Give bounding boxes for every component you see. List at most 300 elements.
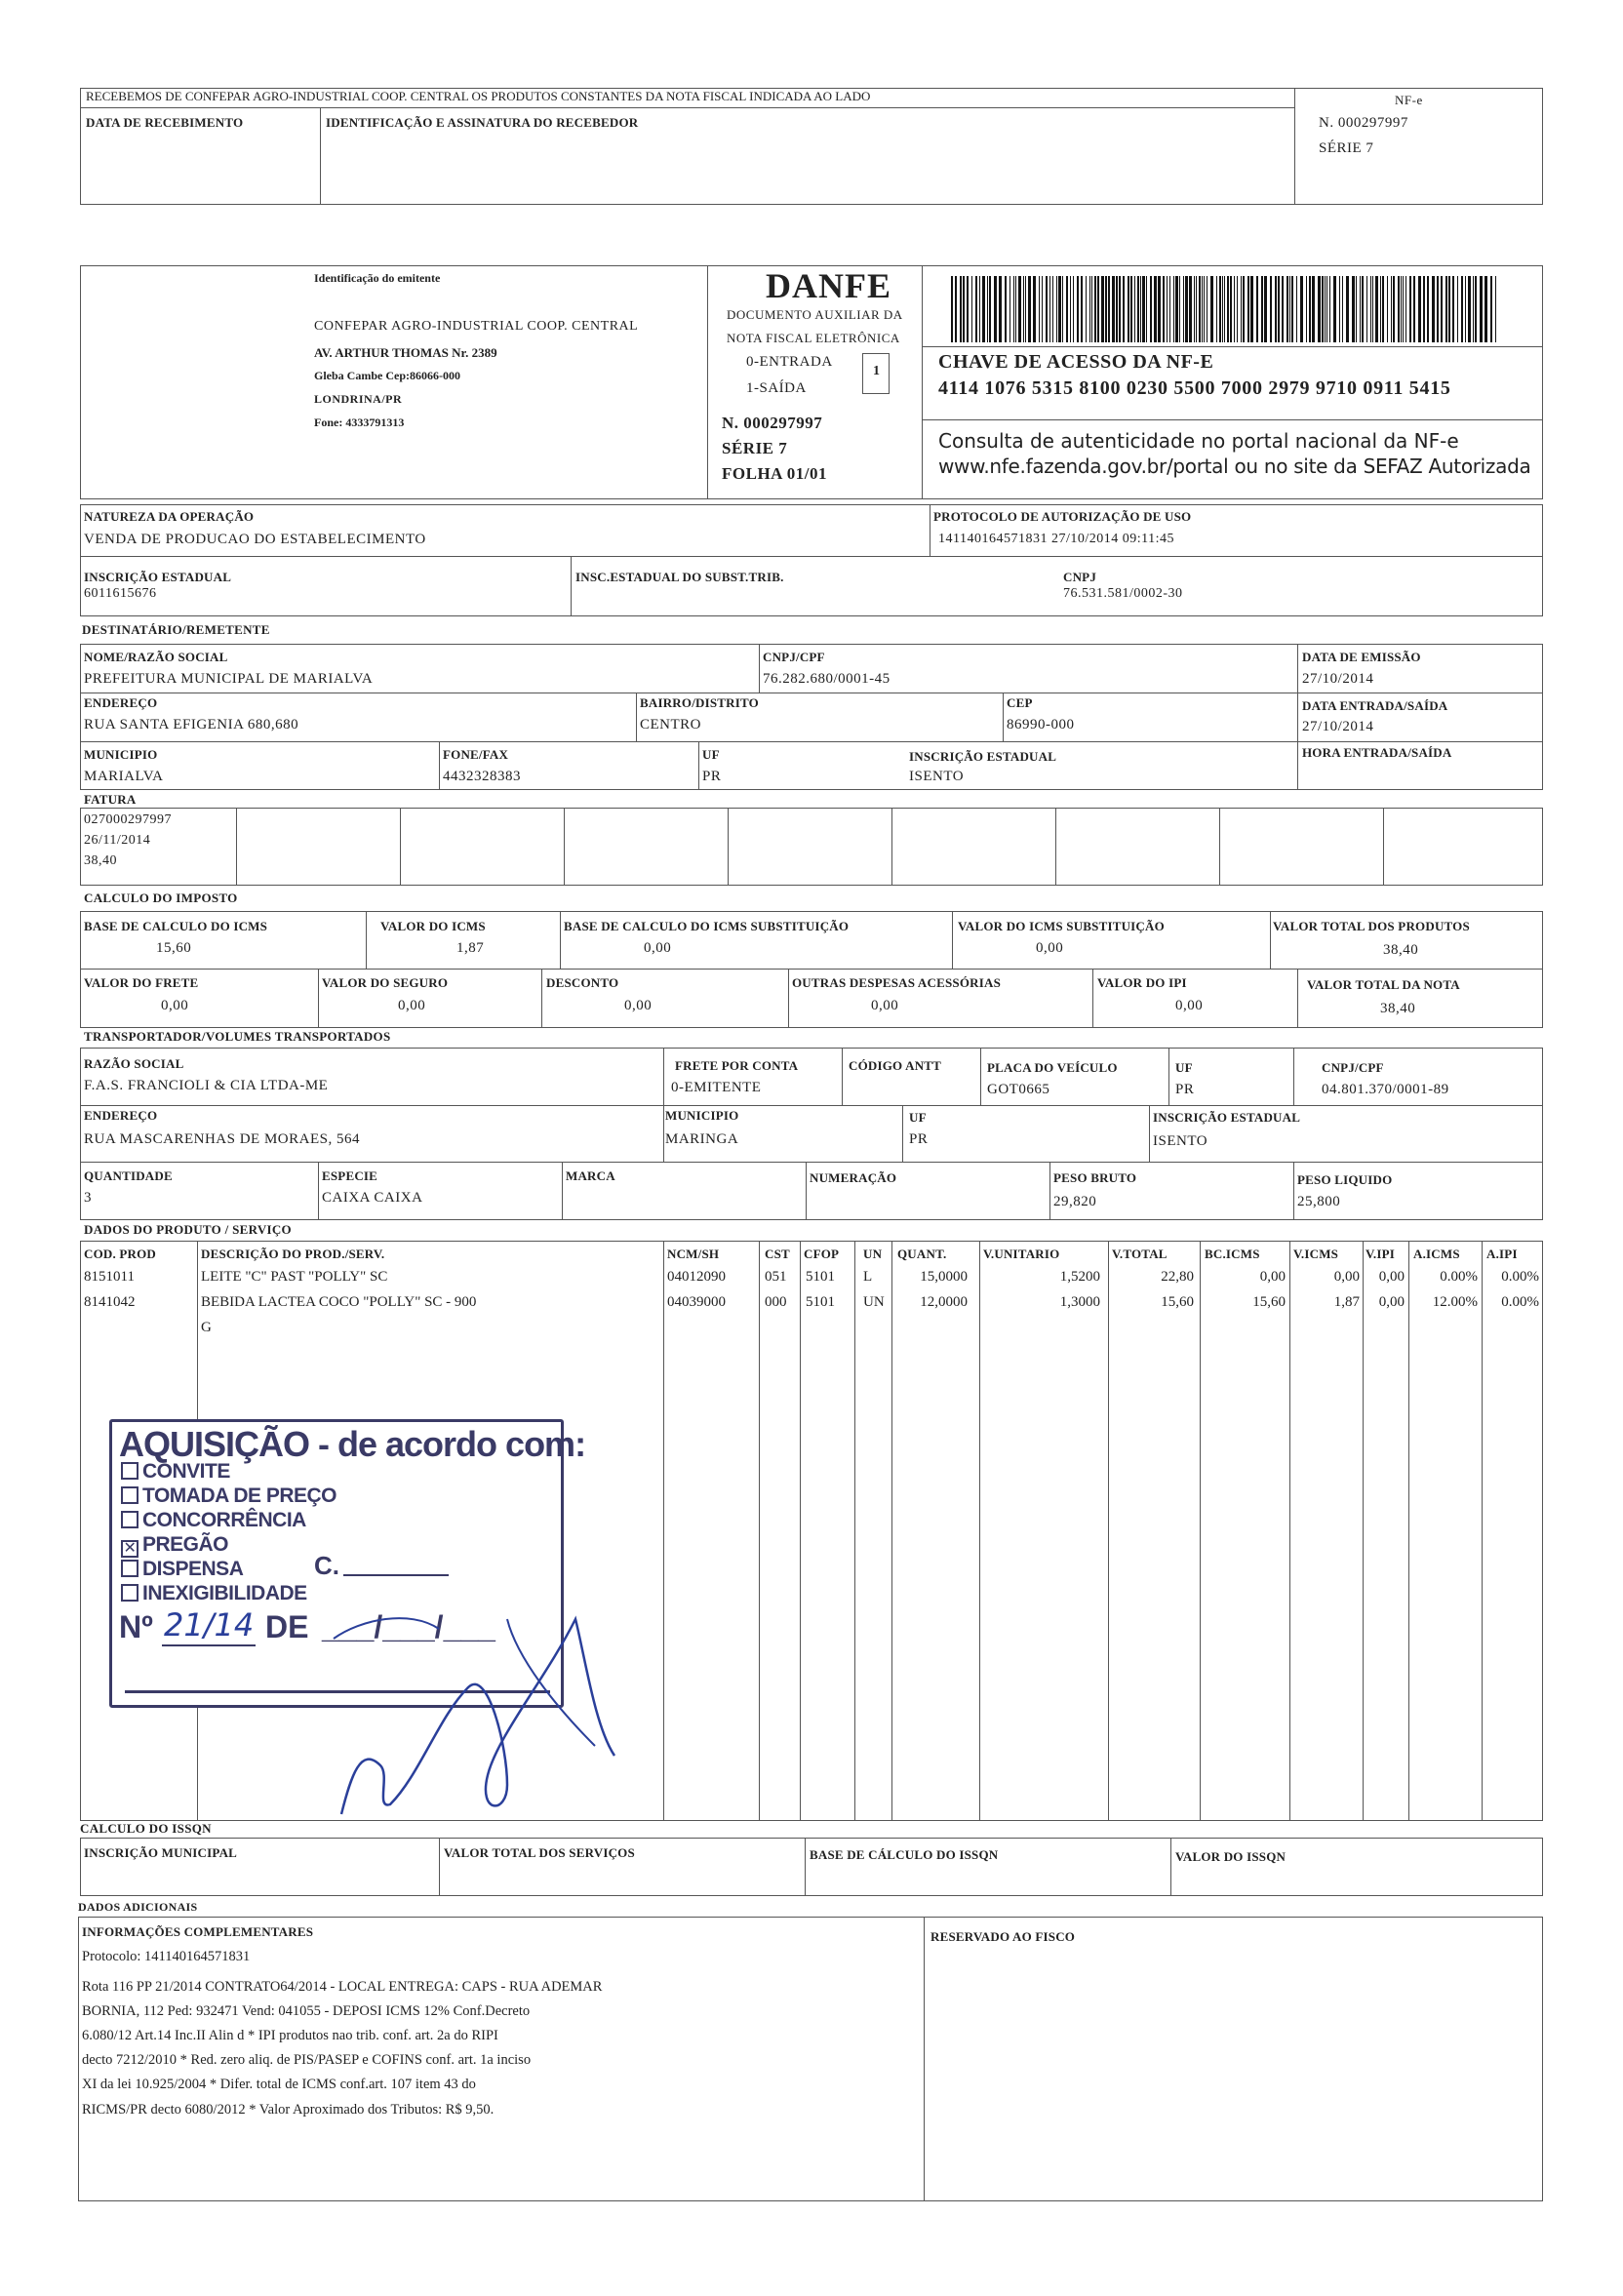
transp-razao: F.A.S. FRANCIOLI & CIA LTDA-ME <box>84 1078 329 1093</box>
barcode-bar <box>1091 276 1092 342</box>
barcode-bar <box>1137 276 1139 342</box>
fatura-vencimento: 26/11/2014 <box>84 833 151 848</box>
protocolo-value: 141140164571831 27/10/2014 09:11:45 <box>938 532 1175 546</box>
transp-uf: PR <box>1175 1082 1195 1097</box>
adicionais-section: DADOS ADICIONAIS <box>78 1900 198 1914</box>
prod-h-desc: DESCRIÇÃO DO PROD./SERV. <box>201 1247 385 1261</box>
barcode-bar <box>1210 276 1213 342</box>
barcode-bar <box>1366 276 1367 342</box>
total-produtos: 38,40 <box>1383 942 1419 958</box>
fatura-valor: 38,40 <box>84 853 117 868</box>
produtos-section: DADOS DO PRODUTO / SERVIÇO <box>84 1222 292 1237</box>
reservado-fisco-label: RESERVADO AO FISCO <box>930 1929 1076 1944</box>
prod-vipi: 0,00 <box>1378 1269 1405 1285</box>
barcode-bar <box>1077 276 1079 342</box>
barcode-bar <box>1058 276 1061 342</box>
prod-aicms: 12.00% <box>1432 1294 1478 1310</box>
chave-label: CHAVE DE ACESSO DA NF-E <box>938 351 1214 373</box>
barcode-bar <box>1405 276 1406 342</box>
total-produtos-label: VALOR TOTAL DOS PRODUTOS <box>1273 919 1470 933</box>
ipi: 0,00 <box>1175 998 1204 1013</box>
barcode-bar <box>1150 276 1152 342</box>
barcode-bar <box>1101 276 1104 342</box>
barcode-bar <box>1049 276 1050 342</box>
transp-uf2: PR <box>909 1131 929 1147</box>
transp-peso-bruto-label: PESO BRUTO <box>1053 1170 1137 1185</box>
prod-ncm: 04039000 <box>667 1294 726 1310</box>
dest-uf: PR <box>702 769 722 784</box>
transp-frete: 0-EMITENTE <box>671 1080 762 1095</box>
barcode-bar <box>1086 276 1087 342</box>
barcode-bar <box>1056 276 1057 342</box>
prod-vtotal: 15,60 <box>1161 1294 1194 1310</box>
barcode-bar <box>1227 276 1229 342</box>
transp-qtd-label: QUANTIDADE <box>84 1168 173 1183</box>
natureza-label: NATUREZA DA OPERAÇÃO <box>84 509 255 524</box>
prod-vicms: 0,00 <box>1333 1269 1360 1285</box>
barcode-bar <box>1018 276 1021 342</box>
checkbox-icon <box>121 1584 139 1602</box>
consulta-line2: www.nfe.fazenda.gov.br/portal ou no site da SEFAZ Autorizada <box>938 455 1531 478</box>
barcode-bar <box>1094 276 1096 342</box>
barcode-bar <box>1278 276 1280 342</box>
danfe-numero: N. 000297997 <box>722 414 823 432</box>
prod-h-cod: COD. PROD <box>84 1247 157 1261</box>
barcode-bar <box>1183 276 1184 342</box>
barcode-bar <box>1112 276 1115 342</box>
transp-endereco-label: ENDEREÇO <box>84 1108 158 1123</box>
barcode-bar <box>1291 276 1293 342</box>
barcode-bar <box>1224 276 1225 342</box>
barcode-bar <box>1329 276 1330 342</box>
seguro-label: VALOR DO SEGURO <box>322 975 449 990</box>
checkbox-icon <box>121 1486 139 1504</box>
dest-nome-label: NOME/RAZÃO SOCIAL <box>84 650 228 664</box>
barcode-bar <box>1370 276 1371 342</box>
barcode-bar <box>1070 276 1071 342</box>
barcode-bar <box>1073 276 1074 342</box>
barcode-bar <box>1264 276 1267 342</box>
danfe-subtitle2: NOTA FISCAL ELETRÔNICA <box>727 331 900 345</box>
data-recebimento-label: DATA DE RECEBIMENTO <box>86 115 244 130</box>
barcode-bar <box>1216 276 1217 342</box>
transp-uf-label: UF <box>1175 1060 1193 1075</box>
signature <box>322 1600 673 1834</box>
barcode-bar <box>1046 276 1048 342</box>
barcode-bar <box>1473 276 1474 342</box>
prod-cod: 8151011 <box>84 1269 135 1285</box>
canhoto-nfe-numero: N. 000297997 <box>1319 115 1408 131</box>
prod-cod: 8141042 <box>84 1294 136 1310</box>
barcode-bar <box>971 276 972 342</box>
dest-municipio: MARIALVA <box>84 769 164 784</box>
stamp-option: CONVITE <box>121 1460 230 1484</box>
barcode-bar <box>1158 276 1161 342</box>
barcode-bar <box>1461 276 1463 342</box>
barcode-bar <box>1413 276 1415 342</box>
prod-cst: 000 <box>765 1294 787 1310</box>
barcode-bar <box>1105 276 1107 342</box>
dest-endereco-label: ENDEREÇO <box>84 695 158 710</box>
valor-icms-label: VALOR DO ICMS <box>380 919 486 933</box>
barcode-bar <box>1097 276 1099 342</box>
ie-label: INSCRIÇÃO ESTADUAL <box>84 570 232 584</box>
barcode-bar <box>1025 276 1026 342</box>
barcode-bar <box>1296 276 1297 342</box>
prod-aipi: 0.00% <box>1501 1269 1539 1285</box>
transportador-section: TRANSPORTADOR/VOLUMES TRANSPORTADOS <box>84 1029 391 1044</box>
outras: 0,00 <box>871 998 899 1013</box>
transp-placa: GOT0665 <box>987 1082 1050 1097</box>
barcode-bar <box>1468 276 1471 342</box>
prod-h-vipi: V.IPI <box>1366 1247 1396 1261</box>
barcode-bar <box>1360 276 1361 342</box>
barcode-bar <box>1398 276 1400 342</box>
destinatario-section: DESTINATÁRIO/REMETENTE <box>82 622 270 637</box>
barcode-bar <box>1005 276 1007 342</box>
base-icms-label: BASE DE CALCULO DO ICMS <box>84 919 268 933</box>
barcode-bar <box>1202 276 1203 342</box>
barcode-bar <box>999 276 1002 342</box>
barcode-bar <box>1289 276 1290 342</box>
canhoto-text: RECEBEMOS DE CONFEPAR AGRO-INDUSTRIAL COOP. CENTRAL OS PRODUTOS CONSTANTES DA NOTA FISCAL INDICADA AO LADO <box>86 89 871 103</box>
barcode-bar <box>960 276 962 342</box>
barcode-bar <box>1475 276 1477 342</box>
transp-numeracao-label: NUMERAÇÃO <box>810 1170 897 1185</box>
barcode-bar <box>1241 276 1242 342</box>
prod-bcicms: 0,00 <box>1259 1269 1286 1285</box>
issqn-valor-label: VALOR DO ISSQN <box>1175 1849 1287 1864</box>
prod-cst: 051 <box>765 1269 787 1285</box>
base-st-label: BASE DE CALCULO DO ICMS SUBSTITUIÇÃO <box>564 919 850 933</box>
fatura-numero: 027000297997 <box>84 812 172 827</box>
checkbox-icon <box>121 1560 139 1577</box>
outras-label: OUTRAS DESPESAS ACESSÓRIAS <box>792 975 1001 990</box>
barcode-bar <box>1418 276 1421 342</box>
dest-cnpj-label: CNPJ/CPF <box>763 650 825 664</box>
barcode-bar <box>1409 276 1411 342</box>
barcode-bar <box>1033 276 1036 342</box>
barcode-bar <box>1128 276 1129 342</box>
barcode-bar <box>1199 276 1201 342</box>
prod-h-quant: QUANT. <box>897 1247 947 1261</box>
barcode-bar <box>975 276 977 342</box>
imposto-section: CALCULO DO IMPOSTO <box>84 891 238 905</box>
barcode-bar <box>967 276 969 342</box>
barcode-bar <box>1432 276 1435 342</box>
barcode-bar <box>1015 276 1016 342</box>
transp-qtd: 3 <box>84 1190 92 1206</box>
transp-cnpj-label: CNPJ/CPF <box>1322 1060 1384 1075</box>
danfe-title: DANFE <box>766 266 891 305</box>
dest-nome: PREFEITURA MUNICIPAL DE MARIALVA <box>84 671 374 687</box>
barcode-bar <box>1391 276 1392 342</box>
prod-vunit: 1,5200 <box>1059 1269 1100 1285</box>
barcode-bar <box>1387 276 1388 342</box>
barcode-bar <box>1445 276 1447 342</box>
issqn-servicos-label: VALOR TOTAL DOS SERVIÇOS <box>444 1845 635 1860</box>
barcode-bar <box>1403 276 1404 342</box>
dest-municipio-label: MUNICIPIO <box>84 747 158 762</box>
prod-h-vunit: V.UNITARIO <box>983 1247 1060 1261</box>
desconto-label: DESCONTO <box>546 975 619 990</box>
info-line: Protocolo: 141140164571831 <box>82 1949 251 1964</box>
barcode-bar <box>1401 276 1402 342</box>
dest-endereco: RUA SANTA EFIGENIA 680,680 <box>84 717 299 732</box>
barcode-bar <box>1448 276 1450 342</box>
issqn-section: CALCULO DO ISSQN <box>80 1821 212 1836</box>
barcode-bar <box>1222 276 1223 342</box>
barcode-bar <box>1457 276 1458 342</box>
chave-value: 4114 1076 5315 8100 0230 5500 7000 2979 9710 0911 5415 <box>938 377 1451 399</box>
stamp-title: AQUISIÇÃO - de acordo com: <box>119 1424 586 1464</box>
barcode-bar <box>1052 276 1053 342</box>
barcode-bar <box>1393 276 1395 342</box>
stamp-date-slashes: ___/___/___ <box>322 1609 495 1644</box>
fatura-label: FATURA <box>84 792 137 807</box>
transp-endereco: RUA MASCARENHAS DE MORAES, 564 <box>84 1131 360 1147</box>
barcode-bar <box>989 276 991 342</box>
frete-label: VALOR DO FRETE <box>84 975 199 990</box>
barcode-bar <box>1306 276 1307 342</box>
barcode-bar <box>1326 276 1327 342</box>
transp-ie-label: INSCRIÇÃO ESTADUAL <box>1153 1110 1301 1125</box>
barcode-bar <box>1134 276 1135 342</box>
checkbox-icon <box>121 1511 139 1528</box>
consulta-line1: Consulta de autenticidade no portal nacional da NF-e <box>938 429 1459 453</box>
prod-desc-continuation: G <box>201 1320 212 1335</box>
cnpj-emit-label: CNPJ <box>1063 570 1097 584</box>
transp-peso-bruto: 29,820 <box>1053 1194 1097 1209</box>
barcode-bar <box>1089 276 1090 342</box>
barcode-bar <box>987 276 988 342</box>
valor-st-label: VALOR DO ICMS SUBSTITUIÇÃO <box>958 919 1165 933</box>
prod-cfop: 5101 <box>806 1294 835 1310</box>
barcode-bar <box>1247 276 1249 342</box>
stamp-de-label: DE <box>265 1609 309 1644</box>
natureza-value: VENDA DE PRODUCAO DO ESTABELECIMENTO <box>84 532 426 547</box>
canhoto-nfe-label: NF-e <box>1395 93 1423 107</box>
frete: 0,00 <box>161 998 189 1013</box>
total-nota: 38,40 <box>1380 1001 1416 1016</box>
barcode-bar <box>1179 276 1180 342</box>
prod-aipi: 0.00% <box>1501 1294 1539 1310</box>
canhoto-nfe-serie: SÉRIE 7 <box>1319 140 1374 156</box>
barcode-bar <box>1185 276 1188 342</box>
dest-ie: ISENTO <box>909 769 965 784</box>
prod-h-un: UN <box>863 1247 883 1261</box>
barcode-bar <box>1230 276 1232 342</box>
emitente-endereco: AV. ARTHUR THOMAS Nr. 2389 <box>314 345 497 360</box>
dest-entrada-saida: 27/10/2014 <box>1302 719 1374 734</box>
prod-desc: LEITE "C" PAST "POLLY" SC <box>201 1269 388 1285</box>
barcode-bar <box>1452 276 1454 342</box>
barcode-bar <box>1372 276 1373 342</box>
transp-cnpj: 04.801.370/0001-89 <box>1322 1082 1449 1097</box>
barcode-bar <box>1256 276 1258 342</box>
total-nota-label: VALOR TOTAL DA NOTA <box>1307 977 1460 992</box>
checkbox-checked-icon: ✕ <box>121 1540 139 1558</box>
prod-h-cst: CST <box>765 1247 790 1261</box>
prod-vicms: 1,87 <box>1333 1294 1360 1310</box>
barcode-bar <box>1382 276 1384 342</box>
dest-cep: 86990-000 <box>1007 717 1075 732</box>
stamp-option: DISPENSA <box>121 1558 243 1581</box>
prod-h-ncm: NCM/SH <box>667 1247 720 1261</box>
checkbox-icon <box>121 1462 139 1480</box>
prod-h-aicms: A.ICMS <box>1413 1247 1460 1261</box>
valor-icms: 1,87 <box>456 940 485 956</box>
danfe-saida: 1-SAÍDA <box>746 380 807 396</box>
prod-ncm: 04012090 <box>667 1269 726 1285</box>
barcode-bar <box>1066 276 1068 342</box>
prod-quant: 15,0000 <box>920 1269 968 1285</box>
prod-h-aipi: A.IPI <box>1486 1247 1518 1261</box>
emitente-label: Identificação do emitente <box>314 271 441 285</box>
dest-cep-label: CEP <box>1007 695 1033 710</box>
info-line: decto 7212/2010 * Red. zero aliq. de PIS/PASEP e COFINS conf. art. 1a inciso <box>82 2052 532 2068</box>
base-st: 0,00 <box>644 940 672 956</box>
barcode-bar <box>1169 276 1170 342</box>
barcode-bar <box>1234 276 1235 342</box>
danfe-tipo: 1 <box>873 364 881 378</box>
barcode-bar <box>1375 276 1378 342</box>
barcode-bar <box>1013 276 1014 342</box>
barcode-bar <box>1312 276 1315 342</box>
barcode-bar <box>1333 276 1336 342</box>
stamp-c-label: C. <box>314 1551 339 1580</box>
barcode-bar <box>1028 276 1031 342</box>
stamp-option: CONCORRÊNCIA <box>121 1509 306 1532</box>
barcode-bar <box>1362 276 1364 342</box>
prod-h-cfop: CFOP <box>804 1247 840 1261</box>
transp-razao-label: RAZÃO SOCIAL <box>84 1056 184 1071</box>
barcode-bar <box>1480 276 1483 342</box>
barcode-bar <box>1062 276 1063 342</box>
prod-h-vicms: V.ICMS <box>1293 1247 1339 1261</box>
barcode-bar <box>994 276 997 342</box>
emitente-fone: Fone: 4333791313 <box>314 416 405 429</box>
dest-fone: 4432328383 <box>443 769 521 784</box>
dest-bairro: CENTRO <box>640 717 701 732</box>
natureza-box <box>80 504 1543 616</box>
dest-cnpj: 76.282.680/0001-45 <box>763 671 891 687</box>
barcode-bar <box>955 276 957 342</box>
stamp-numero-label: Nº <box>119 1609 153 1644</box>
barcode-bar <box>1352 276 1355 342</box>
info-line: RICMS/PR decto 6080/2012 * Valor Aproximado dos Tributos: R$ 9,50. <box>82 2102 495 2118</box>
transp-placa-label: PLACA DO VEÍCULO <box>987 1060 1118 1075</box>
barcode-bar <box>1123 276 1125 342</box>
dest-entrada-saida-label: DATA ENTRADA/SAÍDA <box>1302 698 1448 713</box>
barcode-bar <box>1427 276 1429 342</box>
barcode-bar <box>1189 276 1192 342</box>
barcode-bar <box>1140 276 1141 342</box>
prod-desc: BEBIDA LACTEA COCO "POLLY" SC - 900 <box>201 1294 477 1310</box>
ie-st-label: INSC.ESTADUAL DO SUBST.TRIB. <box>575 570 784 584</box>
barcode-bar <box>1154 276 1157 342</box>
desconto: 0,00 <box>624 998 653 1013</box>
info-compl-label: INFORMAÇÕES COMPLEMENTARES <box>82 1924 314 1939</box>
prod-vipi: 0,00 <box>1378 1294 1405 1310</box>
transp-municipio-label: MUNICIPIO <box>665 1108 739 1123</box>
info-line: XI da lei 10.925/2004 * Difer. total de ICMS conf.art. 107 item 43 do <box>82 2077 476 2092</box>
prod-h-vtotal: V.TOTAL <box>1112 1247 1168 1261</box>
dest-bairro-label: BAIRRO/DISTRITO <box>640 695 759 710</box>
transp-peso-liquido: 25,800 <box>1297 1194 1341 1209</box>
assinatura-label: IDENTIFICAÇÃO E ASSINATURA DO RECEBEDOR <box>326 115 639 130</box>
barcode-bar <box>1380 276 1381 342</box>
barcode-bar <box>1490 276 1492 342</box>
protocolo-label: PROTOCOLO DE AUTORIZAÇÃO DE USO <box>933 509 1192 524</box>
stamp-numero: 21/14 <box>164 1606 255 1643</box>
fatura-box <box>80 808 1543 886</box>
danfe-subtitle1: DOCUMENTO AUXILIAR DA <box>727 307 903 322</box>
prod-h-bcicms: BC.ICMS <box>1205 1247 1260 1261</box>
transp-municipio: MARINGA <box>665 1131 739 1147</box>
prod-vtotal: 22,80 <box>1161 1269 1194 1285</box>
barcode-bar <box>1275 276 1277 342</box>
barcode-bar <box>1173 276 1174 342</box>
barcode-bar <box>1119 276 1121 342</box>
prod-un: L <box>863 1269 873 1285</box>
barcode-bar <box>982 276 985 342</box>
barcode-bar <box>1484 276 1487 342</box>
transp-marca-label: MARCA <box>566 1168 615 1183</box>
transp-especie-label: ESPECIE <box>322 1168 378 1183</box>
barcode-bar <box>1196 276 1197 342</box>
prod-bcicms: 15,60 <box>1252 1294 1286 1310</box>
barcode-bar <box>1116 276 1118 342</box>
dest-ie-label: INSCRIÇÃO ESTADUAL <box>909 749 1057 764</box>
info-line: Rota 116 PP 21/2014 CONTRATO64/2014 - LOCAL ENTREGA: CAPS - RUA ADEMAR <box>82 1979 603 1995</box>
barcode-bar <box>1194 276 1195 342</box>
barcode-bar <box>1167 276 1168 342</box>
barcode-bar <box>1163 276 1165 342</box>
barcode-bar <box>1318 276 1321 342</box>
barcode-bar <box>1146 276 1147 342</box>
barcode-bar <box>1108 276 1110 342</box>
emitente-nome: CONFEPAR AGRO-INDUSTRIAL COOP. CENTRAL <box>314 319 639 334</box>
ie-value: 6011615676 <box>84 586 157 601</box>
dest-emissao: 27/10/2014 <box>1302 671 1374 687</box>
danfe-entrada: 0-ENTRADA <box>746 354 833 370</box>
barcode-bar <box>1339 276 1340 342</box>
barcode-bar <box>1441 276 1443 342</box>
dest-hora-label: HORA ENTRADA/SAÍDA <box>1302 745 1452 760</box>
destinatario-box <box>80 644 1543 790</box>
barcode-bar <box>1219 276 1221 342</box>
ipi-label: VALOR DO IPI <box>1097 975 1187 990</box>
dest-fone-label: FONE/FAX <box>443 747 509 762</box>
barcode-bar <box>1495 276 1496 342</box>
info-line: 6.080/12 Art.14 Inc.II Alin d * IPI produtos nao trib. conf. art. 2a do RIPI <box>82 2028 498 2043</box>
barcode-bar <box>1282 276 1284 342</box>
prod-cfop: 5101 <box>806 1269 835 1285</box>
transp-uf2-label: UF <box>909 1110 927 1125</box>
barcode-bar <box>1356 276 1357 342</box>
barcode-bar <box>1261 276 1263 342</box>
issqn-box <box>80 1838 1543 1896</box>
valor-st: 0,00 <box>1036 940 1064 956</box>
barcode-bar <box>1175 276 1178 342</box>
stamp-option: INEXIGIBILIDADE <box>121 1582 307 1605</box>
danfe-serie: SÉRIE 7 <box>722 439 788 457</box>
barcode-bar <box>963 276 965 342</box>
barcode-bar <box>1437 276 1439 342</box>
prod-quant: 12,0000 <box>920 1294 968 1310</box>
barcode-bar <box>1309 276 1311 342</box>
